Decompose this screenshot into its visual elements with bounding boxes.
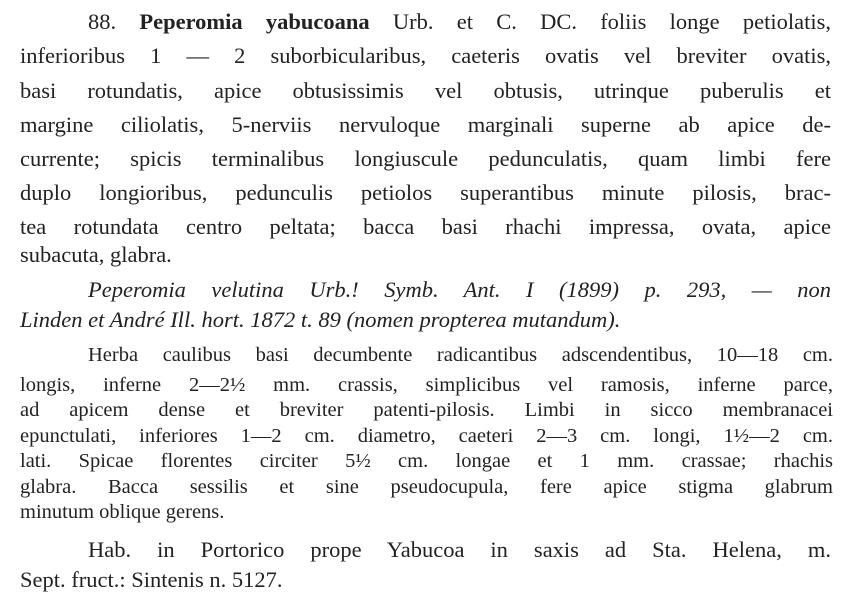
entry-line-last: subacuta, glabra. [20,242,172,267]
synonym-line: Linden et André Ill. hort. 1872 t. 89 (nomen propterea mutandum). [20,307,621,332]
description-line: glabra. Bacca sessilis et sine pseudocupula, fere apice stigma glabrum [20,476,833,498]
species-name: Peperomia yabucoana [139,9,370,34]
entry-line: duplo longioribus, pedunculis petiolos superantibus minute pilosis, brac- [20,180,831,205]
entry-line: inferioribus 1 — 2 suborbicularibus, caeteris ovatis vel breviter ovatis, [20,43,831,68]
habitat-line: Hab. in Portorico prope Yabucoa in saxis ad Sta. Helena, m. [88,537,831,562]
entry-line: currente; spicis terminalibus longiuscule pedunculatis, quam limbi fere [20,146,831,171]
description-line: lati. Spicae florentes circiter 5½ cm. longae et 1 mm. crassae; rhachis [20,450,833,472]
entry-number: 88. [88,9,117,34]
description-line-last: minutum oblique gerens. [20,501,225,523]
description-line: epunctulati, inferiores 1—2 cm. diametro, caeteri 2—3 cm. longi, 1½—2 cm. [20,425,833,447]
habitat-line: Sept. fruct.: Sintenis n. 5127. [20,567,283,592]
synonym-line: Peperomia velutina Urb.! Symb. Ant. I (1899) p. 293, — non [88,277,831,302]
entry-line: tea rotundata centro peltata; bacca basi rhachi impressa, ovata, apice [20,214,831,239]
description-line: ad apicem dense et breviter patenti-pilosis. Limbi in sicco membranacei [20,399,833,421]
entry-first-line [88,11,831,34]
description-line: longis, inferne 2—2½ mm. crassis, simplicibus vel ramosis, inferne parce, [20,374,833,396]
entry-line: margine ciliolatis, 5-nerviis nervuloque marginali superne ab apice de- [20,112,831,137]
entry-line: basi rotundatis, apice obtusissimis vel obtusis, utrinque puberulis et [20,78,831,103]
description-line: Herba caulibus basi decumbente radicantibus adscendentibus, 10—18 cm. [88,344,833,366]
entry-line-text: Urb. et C. DC. foliis longe petiolatis, [392,9,831,34]
